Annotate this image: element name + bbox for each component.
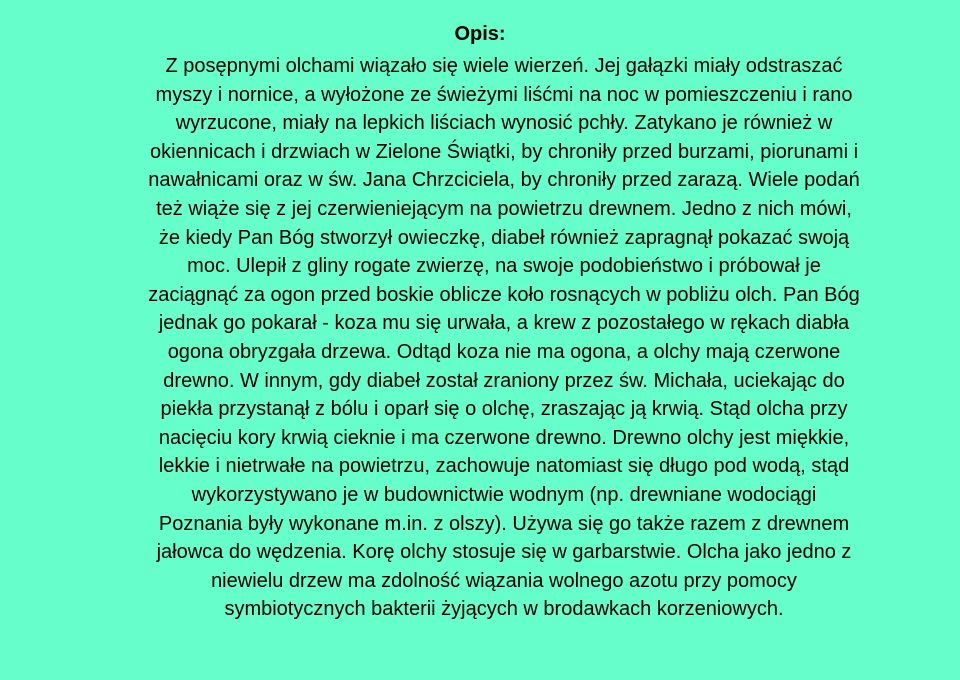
text-line: piekła przystanął z bólu i oparł się o olchę, zraszając ją krwią. Stąd olcha przy — [160, 398, 848, 421]
text-line: symbiotycznych bakterii żyjących w brodawkach korzeniowych. — [224, 598, 784, 621]
text-line: nacięciu kory krwią cieknie i ma czerwone drewno. Drewno olchy jest miękkie, — [158, 426, 850, 449]
text-line: myszy i nornice, a wyłożone ze świeżymi liśćmi na noc w pomieszczeniu i rano — [155, 83, 853, 106]
text-line: jednak go pokarał - koza mu się urwała, a krew z pozostałego w rękach diabła — [158, 312, 850, 335]
text-line: drewno. W innym, gdy diabeł został zraniony przez św. Michała, uciekając do — [163, 369, 845, 392]
text-line: też wiąże się z jej czerwieniejącym na powietrzu drewnem. Jedno z nich mówi, — [156, 197, 852, 220]
text-line: nawałnicami oraz w św. Jana Chrzciciela, by chroniły przed zarazą. Wiele podań — [148, 169, 860, 192]
text-line: Poznania były wykonane m.in. z olszy). Używa się go także razem z drewnem — [158, 512, 850, 535]
text-line: wyrzucone, miały na lepkich liściach wynosić pchły. Zatykano je również w — [175, 112, 833, 135]
text-line: wykorzystywano je w budownictwie wodnym (np. drewniane wodociągi — [191, 483, 817, 506]
slide-title: Opis: — [454, 23, 506, 45]
text-line: że kiedy Pan Bóg stworzył owieczkę, diabeł również zapragnął pokazać swoją — [158, 226, 850, 249]
text-line: jałowca do wędzenia. Korę olchy stosuje się w garbarstwie. Olcha jako jedno z — [156, 541, 852, 564]
description-text — [72, 52, 936, 624]
text-line: Z posępnymi olchami wiązało się wiele wierzeń. Jej gałązki miały odstraszać — [165, 55, 843, 77]
text-line: ogona obryzgała drzewa. Odtąd koza nie ma ogona, a olchy mają czerwone — [167, 340, 841, 363]
text-line: okiennicach i drzwiach w Zielone Świątki, by chroniły przed burzami, piorunami i — [149, 140, 859, 163]
text-line: lekkie i nietrwałe na powietrzu, zachowuje natomiast się długo pod wodą, stąd — [158, 455, 850, 478]
text-line: zaciągnąć za ogon przed boskie oblicze koło rosnących w pobliżu olch. Pan Bóg — [148, 283, 860, 306]
text-line: niewielu drzew ma zdolność wiązania wolnego azotu przy pomocy — [211, 569, 797, 592]
text-line: moc. Ulepił z gliny rogate zwierzę, na swoje podobieństwo i próbował je — [187, 255, 821, 278]
